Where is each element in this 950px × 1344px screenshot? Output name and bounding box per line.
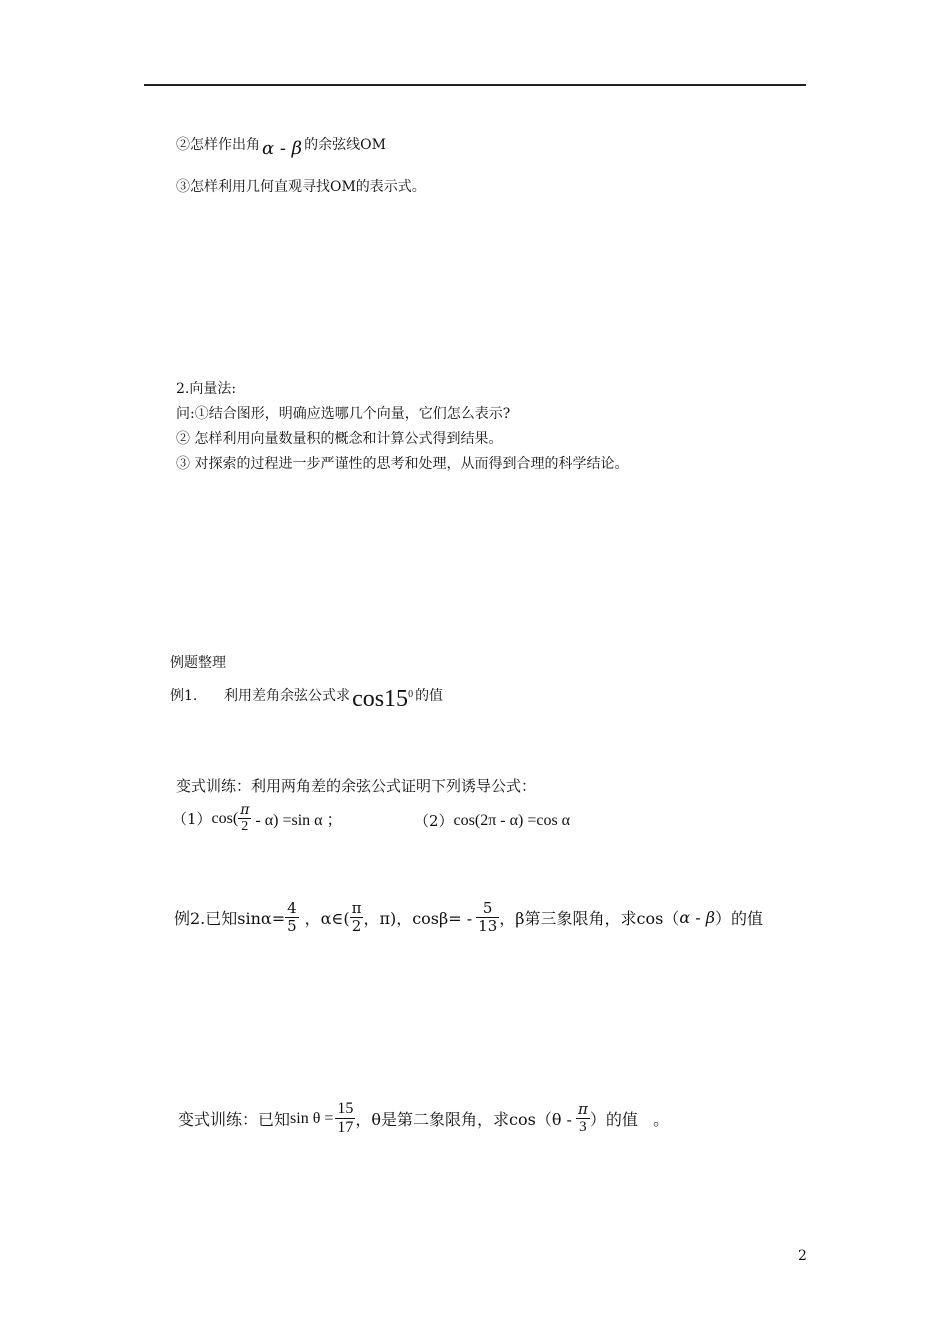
cos15-expression xyxy=(352,686,413,713)
variant-1-title: 变式训练：利用两角差的余弦公式证明下列诱导公式： xyxy=(176,777,537,795)
pi-over-2-fraction xyxy=(238,802,251,835)
fraction-denominator: 2 xyxy=(351,917,362,936)
example-2-line xyxy=(174,900,763,936)
fraction-pi-3 xyxy=(576,1101,590,1137)
example-2-alpha-beta: α - β xyxy=(679,908,715,928)
cos15-text: cos15 xyxy=(352,686,409,712)
question-2-line xyxy=(176,128,386,159)
vector-question-3: ③ 对探索的过程进一步严谨性的思考和处理，从而得到合理的科学结论。 xyxy=(176,456,629,472)
vector-method-title: 2.向量法: xyxy=(176,381,237,397)
page-number: 2 xyxy=(798,1248,807,1264)
examples-heading: 例题整理 xyxy=(170,655,226,671)
fraction-4-5 xyxy=(285,900,299,936)
example-1-suffix: 的值 xyxy=(415,687,444,704)
example-2-prefix: 例2.已知sinα= xyxy=(174,909,286,929)
alpha-minus-beta: α - β xyxy=(262,138,303,159)
question-2-prefix: ②怎样作出角 xyxy=(176,136,260,153)
fraction-denominator: 17 xyxy=(337,1119,354,1137)
question-2-suffix: 的余弦线OM xyxy=(304,136,386,153)
header-rule xyxy=(144,84,806,86)
variant-2-line xyxy=(178,1100,669,1138)
example-2-mid-1: ，α∈( xyxy=(304,909,350,929)
vector-question-1: 问:①结合图形，明确应选哪几个向量，它们怎么表示? xyxy=(176,406,511,422)
example-1-line xyxy=(170,676,443,713)
fraction-denominator: 13 xyxy=(478,917,498,936)
variant-2-sin: sin θ = xyxy=(290,1109,334,1127)
example-2-suffix-a: ，β第三象限角，求cos（ xyxy=(499,909,680,929)
part-2-expression: cos(2π - α) =cos α xyxy=(453,811,571,829)
variant-2-prefix: 变式训练：已知 xyxy=(178,1110,291,1130)
part-1-rest: - α) =sin α ； xyxy=(251,812,343,830)
part-1-cos: cos( xyxy=(211,809,239,827)
variant-1-part-2 xyxy=(414,810,570,831)
example-1-prefix: 例1. 利用差角余弦公式求 xyxy=(170,687,351,704)
fraction-15-17 xyxy=(335,1100,355,1138)
fraction-numerator: 4 xyxy=(287,899,297,917)
part-1-label: （1） xyxy=(172,810,212,829)
variant-2-suffix: ）的值 。 xyxy=(589,1110,670,1130)
fraction-denominator: 2 xyxy=(241,819,249,835)
fraction-denominator: 5 xyxy=(287,917,297,936)
fraction-numerator: 5 xyxy=(476,900,499,918)
fraction-numerator: π xyxy=(240,802,250,818)
variant-2-mid: ，θ是第二象限角，求cos（θ - xyxy=(355,1110,572,1130)
example-2-mid-2: ，π)，cosβ= - xyxy=(363,909,473,929)
fraction-numerator: π xyxy=(577,1100,588,1119)
fraction-5-13 xyxy=(476,900,499,936)
fraction-numerator: 15 xyxy=(335,1100,355,1119)
variant-1-part-1 xyxy=(172,802,343,835)
fraction-pi-2 xyxy=(350,900,364,936)
question-3: ③怎样利用几何直观寻找OM的表示式。 xyxy=(176,179,426,195)
degree-superscript: 0 xyxy=(408,689,414,700)
fraction-numerator: π xyxy=(351,899,362,917)
fraction-denominator: 3 xyxy=(579,1119,587,1136)
part-2-label: （2） xyxy=(414,812,454,830)
vector-question-2: ② 怎样利用向量数量积的概念和计算公式得到结果。 xyxy=(176,431,503,447)
example-2-suffix-b: ）的值 xyxy=(714,909,763,929)
